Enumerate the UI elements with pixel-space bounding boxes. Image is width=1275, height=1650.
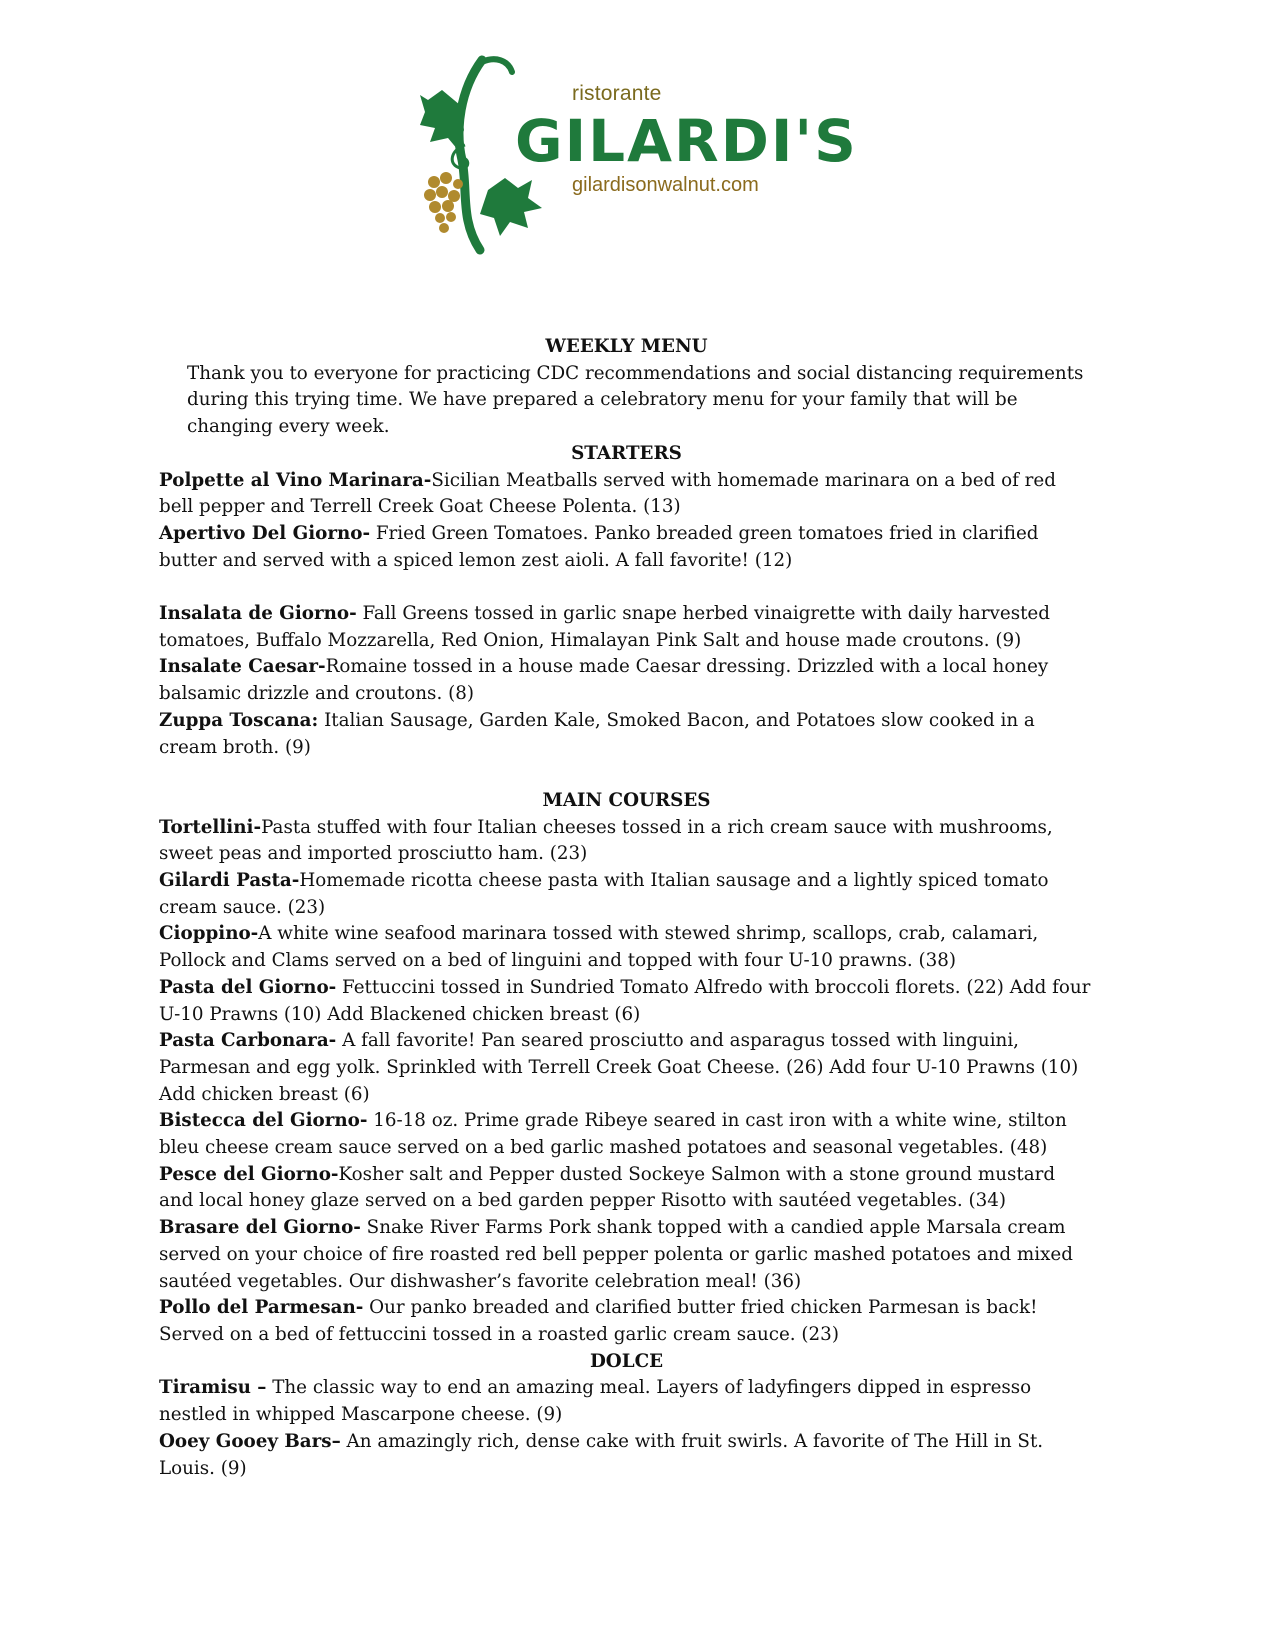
item-name: Bistecca del Giorno- <box>159 1110 368 1132</box>
item-name: Brasare del Giorno- <box>159 1217 361 1239</box>
item-description: Snake River Farms Pork shank topped with a candied apple Marsala cream served on your choice of fire roasted red bell pepper polenta or garlic mashed potatoes and mixed sautéed vegetables. Our dishwasher’s favorite celebration meal! (36) <box>159 1217 1073 1292</box>
menu-item <box>159 708 1094 761</box>
item-description: Fettuccini tossed in Sundried Tomato Alfredo with broccoli florets. (22) Add four U-10 Prawns (10) Add Blackened chicken breast (6) <box>159 976 1091 1025</box>
main-courses-title: MAIN COURSES <box>542 789 711 811</box>
item-description: Pasta stuffed with four Italian cheeses tossed in a rich cream sauce with mushrooms, sweet peas and imported prosciutto ham. (23) <box>159 816 1053 865</box>
item-name: Zuppa Toscana: <box>159 709 319 731</box>
item-name: Cioppino- <box>159 923 259 945</box>
menu-item <box>159 975 1094 1028</box>
dolce-title: DOLCE <box>589 1350 664 1372</box>
item-description: Romaine tossed in a house made Caesar dressing. Drizzled with a local honey balsamic drizzle and croutons. (8) <box>159 656 1049 705</box>
logo-website: gilardisonwalnut.com <box>572 174 759 196</box>
item-name: Polpette al Vino Marinara- <box>159 469 432 491</box>
item-description: Fried Green Tomatoes. Panko breaded green tomatoes fried in clarified butter and served with a spiced lemon zest aioli. A fall favorite! (12) <box>159 522 1039 571</box>
intro-paragraph: Thank you to everyone for practicing CDC recommendations and social distancing requirements during this trying time. We have prepared a celebratory menu for your family that will be changing every week. <box>187 362 1084 438</box>
menu-item <box>159 1162 1094 1215</box>
item-name: Ooey Gooey Bars– <box>159 1430 341 1452</box>
item-name: Tiramisu – <box>159 1377 267 1399</box>
item-name: Pasta Carbonara- <box>159 1030 337 1052</box>
menu-content <box>159 334 1094 1482</box>
menu-item <box>159 468 1094 521</box>
item-description: Sicilian Meatballs served with homemade marinara on a bed of red bell pepper and Terrell Creek Goat Cheese Polenta. (13) <box>159 469 1056 518</box>
menu-item <box>159 1375 1094 1428</box>
item-name: Tortellini- <box>159 816 262 838</box>
item-name: Pollo del Parmesan- <box>159 1297 364 1319</box>
menu-item <box>159 654 1094 707</box>
item-description: A white wine seafood marinara tossed with stewed shrimp, scallops, crab, calamari, Pollock and Clams served on a bed of linguini and topped with four U-10 prawns. (38) <box>159 923 1039 972</box>
logo-wordmark: GILARDI'S <box>515 107 858 175</box>
menu-item <box>159 1108 1094 1161</box>
item-description: An amazingly rich, dense cake with fruit swirls. A favorite of The Hill in St. Louis. (9) <box>159 1430 1044 1479</box>
item-name: Gilardi Pasta- <box>159 870 300 892</box>
menu-item <box>159 1295 1094 1348</box>
menu-item <box>159 921 1094 974</box>
menu-item <box>159 1028 1094 1108</box>
item-description: Kosher salt and Pepper dusted Sockeye Salmon with a stone ground mustard and local honey glaze served on a bed garden pepper Risotto with sautéed vegetables. (34) <box>159 1163 1056 1212</box>
spacer <box>159 761 1094 788</box>
item-description: Homemade ricotta cheese pasta with Italian sausage and a lightly spiced tomato cream sauce. (23) <box>159 870 1049 918</box>
restaurant-logo <box>420 50 858 265</box>
item-name: Pasta del Giorno- <box>159 976 337 998</box>
menu-item <box>159 521 1094 574</box>
item-description: 16-18 oz. Prime grade Ribeye seared in cast iron with a white wine, stilton bleu cheese cream sauce served on a bed garlic mashed potatoes and seasonal vegetables. (48) <box>159 1110 1067 1159</box>
spacer <box>159 574 1094 601</box>
menu-item <box>159 815 1094 868</box>
logo-tagline: ristorante <box>572 82 662 105</box>
weekly-menu-title: WEEKLY MENU <box>545 336 708 357</box>
starters-title: STARTERS <box>571 442 682 464</box>
item-description: Fall Greens tossed in garlic snape herbed vinaigrette with daily harvested tomatoes, Buffalo Mozzarella, Red Onion, Himalayan Pink Salt and house made croutons. (9) <box>159 603 1050 651</box>
item-description: Our panko breaded and clarified butter fried chicken Parmesan is back! Served on a bed of fettuccini tossed in a roasted garlic cream sauce. (23) <box>159 1297 1038 1345</box>
item-description: The classic way to end an amazing meal. Layers of ladyfingers dipped in espresso nestled in whipped Mascarpone cheese. (9) <box>159 1377 1032 1426</box>
item-name: Insalate Caesar- <box>159 656 326 678</box>
menu-item <box>159 868 1094 921</box>
item-name: Insalata de Giorno- <box>159 603 357 625</box>
item-name: Pesce del Giorno- <box>159 1163 339 1185</box>
menu-item <box>159 1215 1094 1295</box>
item-name: Apertivo Del Giorno- <box>159 522 371 544</box>
item-description: A fall favorite! Pan seared prosciutto and asparagus tossed with linguini, Parmesan and egg yolk. Sprinkled with Terrell Creek Goat Cheese. (26) Add four U-10 Prawns (10) Add chicken breast (6) <box>159 1030 1079 1105</box>
item-description: Italian Sausage, Garden Kale, Smoked Bacon, and Potatoes slow cooked in a cream broth. (9) <box>159 709 1035 758</box>
menu-item <box>159 601 1094 654</box>
menu-item <box>159 1429 1094 1482</box>
